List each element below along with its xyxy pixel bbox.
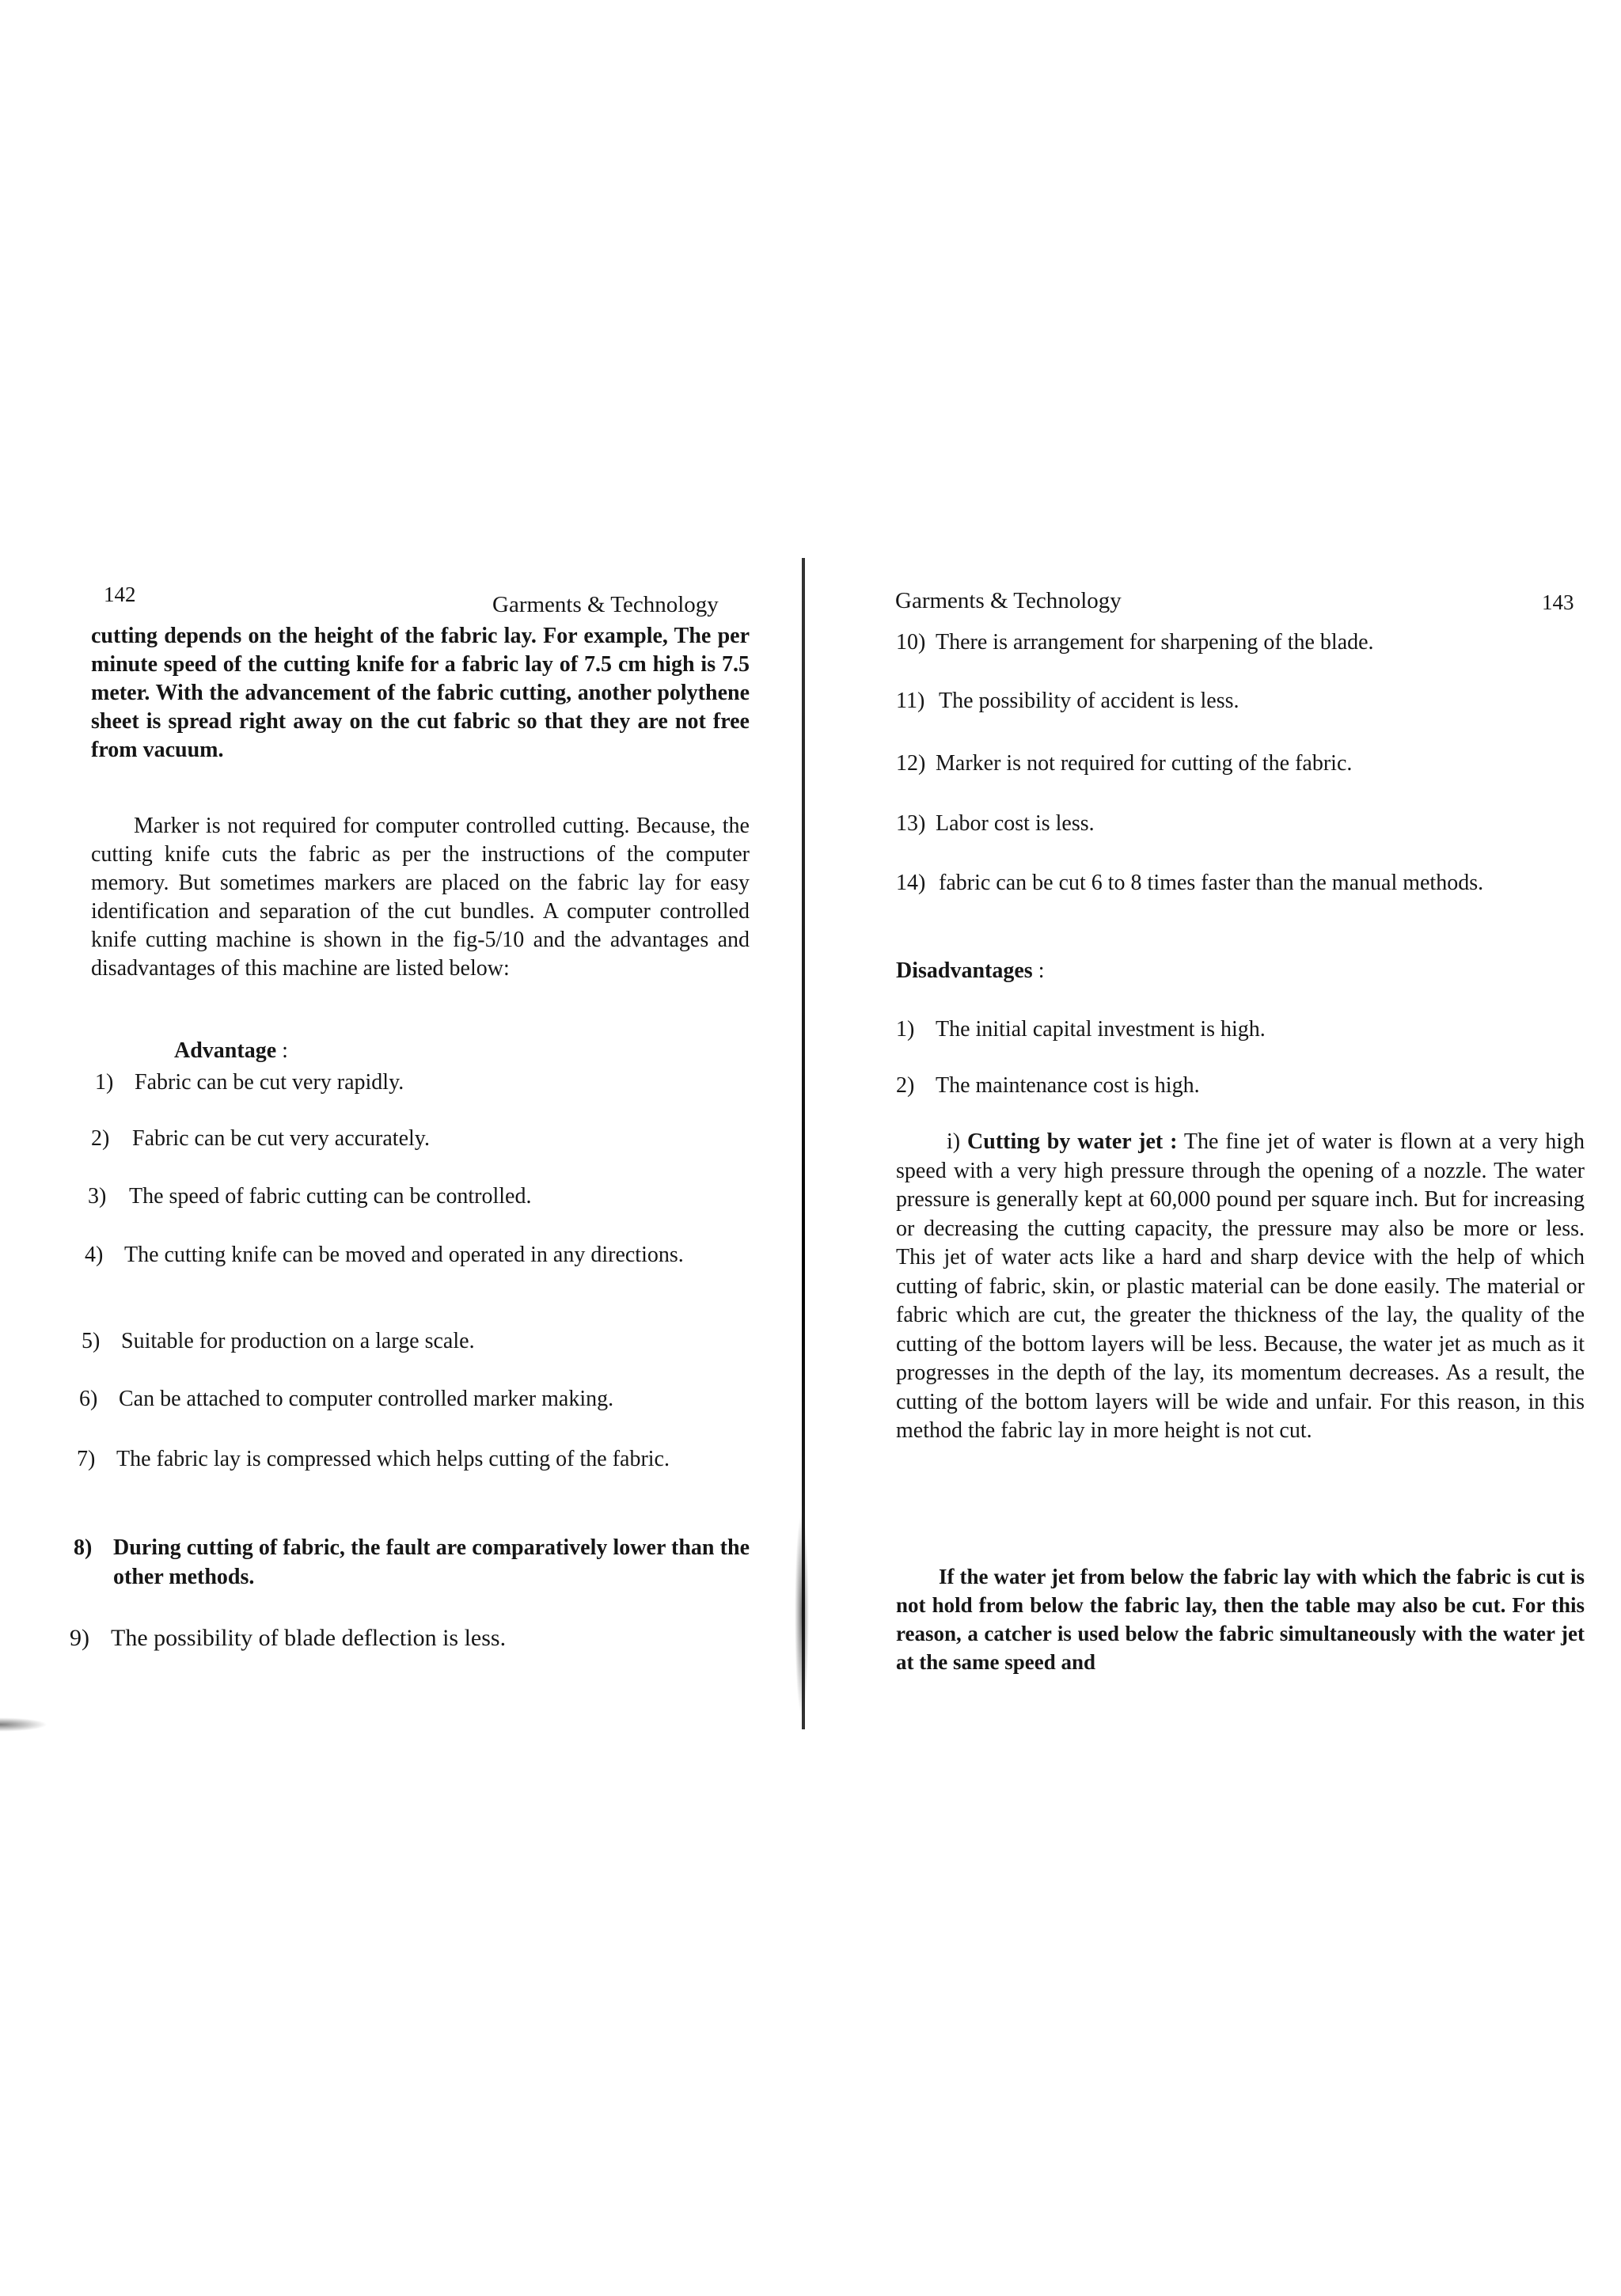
list-item-number: 14) (896, 871, 926, 895)
list-item-text: Can be attached to computer controlled marker making. (119, 1387, 614, 1411)
list-item-text: Fabric can be cut very accurately. (132, 1126, 430, 1151)
list-item-number: 2) (896, 1073, 915, 1098)
final-paragraph: If the water jet from below the fabric lay with which the fabric is cut is not hold from below the fabric lay, then the table may also be cut. For this reason, a catcher is used below the fabric simultaneously with the water jet at the same speed and (896, 1565, 1585, 1674)
list-item-text: Fabric can be cut very rapidly. (135, 1070, 404, 1095)
list-item-number: 3) (88, 1184, 107, 1209)
advantage-heading-text: Advantage (174, 1038, 277, 1063)
list-item-text: The speed of fabric cutting can be controlled. (129, 1184, 532, 1209)
list-item-number: 13) (896, 811, 926, 836)
paragraph-1: cutting depends on the height of the fabric lay. For example, The per minute speed of the cutting knife for a fabric lay of 7.5 cm high is 7.5 meter. With the advancement of the fabric cutting, another polythene sheet is spread right away on the cut fabric so that they are not free from vacuum. (91, 624, 750, 762)
list-item-text: Suitable for production on a large scale. (121, 1329, 475, 1353)
list-item (896, 628, 1585, 657)
list-item-number: 9) (70, 1625, 89, 1651)
list-item-text: Labor cost is less. (936, 811, 1095, 836)
list-item-number: 2) (91, 1126, 110, 1151)
list-item-text: There is arrangement for sharpening of the blade. (936, 630, 1374, 655)
page-number: 142 (104, 583, 136, 606)
list-item-number: 10) (896, 630, 926, 655)
disadvantages-heading-colon: : (1032, 958, 1045, 983)
water-jet-title: Cutting by water jet : (967, 1129, 1178, 1154)
list-item-number: 11) (896, 689, 925, 713)
list-item-text: The possibility of accident is less. (939, 689, 1239, 713)
list-item (85, 1240, 750, 1269)
water-jet-paragraph (896, 1128, 1585, 1446)
list-item (896, 686, 1585, 715)
advantage-heading (174, 1038, 288, 1064)
list-item-number: 1) (896, 1017, 915, 1042)
list-item-number: 4) (85, 1243, 104, 1267)
list-item-number: 12) (896, 751, 926, 776)
list-item-number: 1) (95, 1070, 114, 1095)
running-head: Garments & Technology (895, 588, 1122, 613)
list-item-text: The cutting knife can be moved and operated in any directions. (124, 1243, 684, 1267)
list-item (896, 1071, 1585, 1100)
list-item-number: 8) (74, 1535, 93, 1560)
list-item (896, 868, 1585, 898)
list-item (79, 1384, 750, 1414)
disadvantages-heading (896, 958, 1044, 984)
water-jet-text: The fine jet of water is flown at a very high speed with a very high pressure through the opening of a nozzle. The water pressure is generally kept at 60,000 pound per square inch. But for increasing or decreasing the cutting capacity, the pressure may also be more or less. This jet of water acts like a hard and sharp device with the help of which cutting of fabric, skin, or plastic material can be done easily. The material or fabric which are cut, the greater the thickness of the lay, the quality of the cutting of the bottom layers will be less. Because, the water jet as much as it progresses in the depth of the lay, its momentum decreases. As a result, the cutting of the bottom layers will be wide and unfair. For this reason, in this method the fabric lay in more height is not cut. (896, 1129, 1585, 1443)
list-item-text: During cutting of fabric, the fault are comparatively lower than the other methods. (113, 1535, 750, 1589)
water-jet-label: i) (947, 1129, 961, 1154)
paragraph-2: Marker is not required for computer controlled cutting. Because, the cutting knife cuts the fabric as per the instructions of the computer memory. But sometimes markers are placed on the fabric lay for easy identification and separation of the cut bundles. A computer controlled knife cutting machine is shown in the fig-5/10 and the advantages and disadvantages of this machine are listed below: (91, 814, 750, 981)
list-item (91, 1124, 750, 1153)
list-item-text: The maintenance cost is high. (936, 1073, 1200, 1098)
list-item (896, 749, 1585, 778)
right-page (803, 0, 1621, 2296)
list-item-text: Marker is not required for cutting of the fabric. (936, 751, 1353, 776)
list-item-text: fabric can be cut 6 to 8 times faster than the manual methods. (939, 871, 1484, 895)
disadvantages-heading-text: Disadvantages (896, 958, 1033, 983)
left-page (0, 0, 803, 2296)
list-item-number: 6) (79, 1387, 98, 1411)
list-item (74, 1533, 750, 1592)
list-item-text: The possibility of blade deflection is less. (111, 1625, 507, 1651)
list-item (95, 1068, 750, 1097)
list-item-number: 5) (82, 1329, 101, 1353)
list-item (70, 1623, 750, 1653)
list-item (896, 1015, 1585, 1044)
list-item (88, 1182, 750, 1211)
running-head: Garments & Technology (492, 592, 719, 617)
list-item (896, 809, 1585, 838)
list-item (82, 1326, 750, 1356)
list-item-text: The initial capital investment is high. (936, 1017, 1266, 1042)
list-item-text: The fabric lay is compressed which helps cutting of the fabric. (116, 1447, 670, 1471)
advantage-heading-colon: : (276, 1038, 288, 1063)
page-number: 143 (1542, 590, 1574, 614)
list-item (77, 1444, 750, 1474)
list-item-number: 7) (77, 1447, 96, 1471)
